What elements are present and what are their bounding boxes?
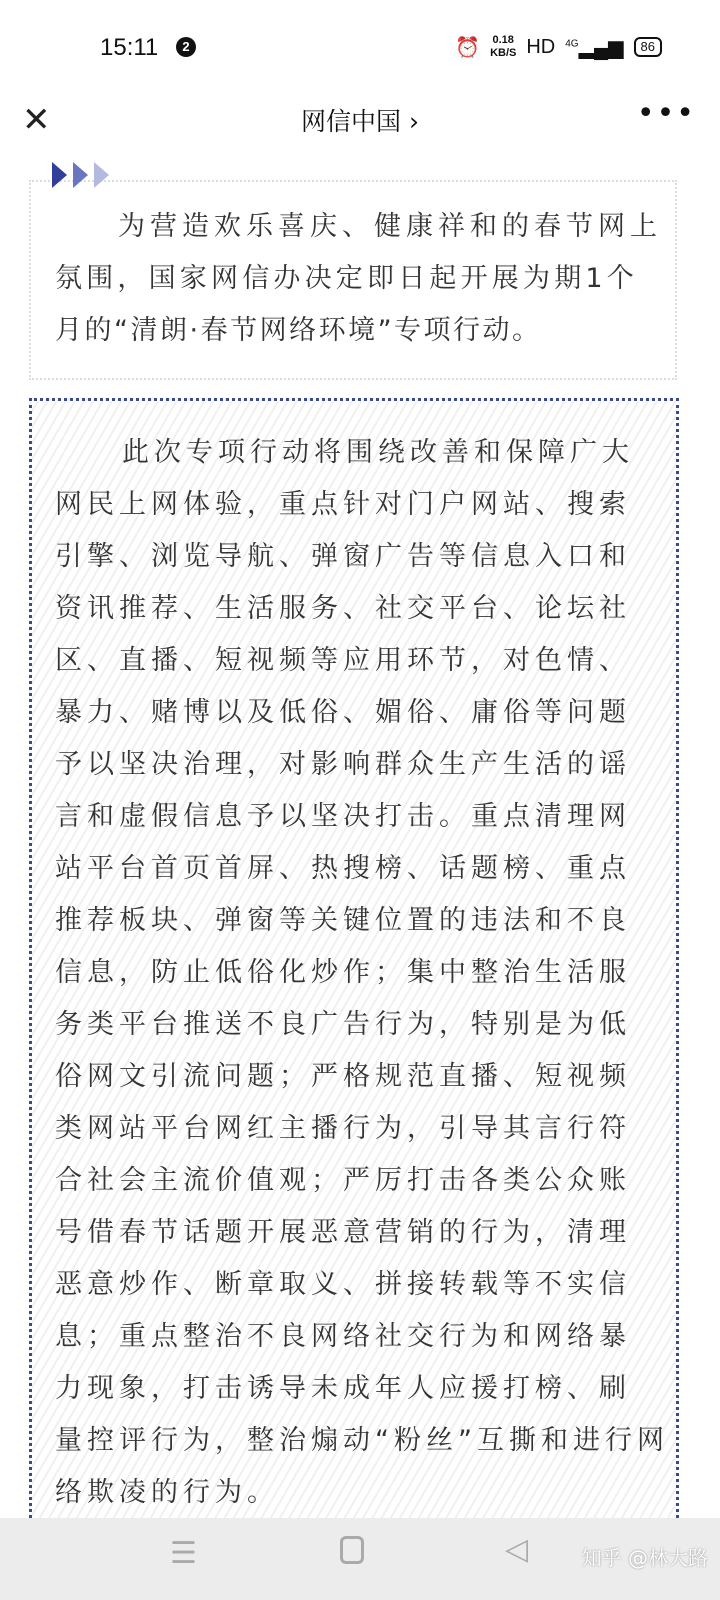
speed-value: 0.18 — [492, 34, 514, 46]
body-line: 区、直播、短视频等应用环节，对色情、 — [55, 645, 631, 676]
more-icon[interactable]: ••• — [636, 96, 696, 131]
body-line: 资讯推荐、生活服务、社交平台、论坛社 — [55, 593, 631, 624]
speed-unit: KB/S — [490, 47, 517, 59]
status-bar — [0, 0, 720, 90]
home-icon[interactable] — [340, 1536, 364, 1564]
body-line: 恶意炒作、断章取义、拼接转载等不实信 — [55, 1269, 631, 1300]
body-line: 信息，防止低俗化炒作；集中整治生活服 — [55, 957, 631, 988]
body-line: 俗网文引流问题；严格规范直播、短视频 — [55, 1061, 631, 1092]
body-line: 务类平台推送不良广告行为，特别是为低 — [55, 1009, 631, 1040]
clock: 15:11 — [100, 34, 159, 61]
body-line: 合社会主流价值观；严厉打击各类公众账 — [55, 1165, 631, 1196]
body-line: 予以坚决治理，对影响群众生产生活的谣 — [55, 749, 631, 780]
nav-bar — [0, 90, 720, 152]
body-line: 力现象，打击诱导未成年人应援打榜、刷 — [55, 1373, 631, 1404]
body-line: 类网站平台网红主播行为，引导其言行符 — [55, 1113, 631, 1144]
intro-line: 为营造欢乐喜庆、健康祥和的春节网上 — [118, 211, 662, 242]
signal-icon: $^{4G}$▂▄▆ — [565, 36, 624, 59]
notification-count-badge: 2 — [176, 37, 196, 57]
menu-icon[interactable]: ☰ — [170, 1536, 197, 1571]
close-icon[interactable]: ✕ — [22, 100, 51, 140]
body-line: 此次专项行动将围绕改善和保障广大 — [122, 437, 634, 468]
alarm-icon: ⏰ — [455, 36, 481, 59]
body-line: 网民上网体验，重点针对门户网站、搜索 — [55, 489, 631, 520]
page-title[interactable]: 网信中国 › — [301, 107, 419, 136]
network-speed — [490, 34, 516, 60]
body-line: 引擎、浏览导航、弹窗广告等信息入口和 — [55, 541, 631, 572]
body-line: 暴力、赌博以及低俗、媚俗、庸俗等问题 — [55, 697, 631, 728]
body-line: 推荐板块、弹窗等关键位置的违法和不良 — [55, 905, 631, 936]
intro-line: 月的“清朗·春节网络环境”专项行动。 — [55, 315, 542, 346]
hd-indicator: HD — [526, 35, 556, 58]
body-line: 息；重点整治不良网络社交行为和网络暴 — [55, 1321, 631, 1352]
body-line: 量控评行为，整治煽动“粉丝”互撕和进行网 — [55, 1425, 669, 1456]
battery-icon: 86 — [634, 37, 662, 57]
body-line: 号借春节话题开展恶意营销的行为，清理 — [55, 1217, 631, 1248]
watermark: 知乎 @林大路 — [581, 1546, 708, 1570]
arrows-icon — [52, 162, 115, 188]
body-line: 络欺凌的行为。 — [55, 1477, 279, 1508]
body-line: 言和虚假信息予以坚决打击。重点清理网 — [55, 801, 631, 832]
back-icon[interactable]: ◁ — [505, 1532, 529, 1567]
body-line: 站平台首页首屏、热搜榜、话题榜、重点 — [55, 853, 631, 884]
network-type: 4G — [565, 37, 579, 49]
intro-line: 氛围，国家网信办决定即日起开展为期1个 — [55, 263, 638, 294]
system-nav-bar — [0, 1518, 720, 1600]
